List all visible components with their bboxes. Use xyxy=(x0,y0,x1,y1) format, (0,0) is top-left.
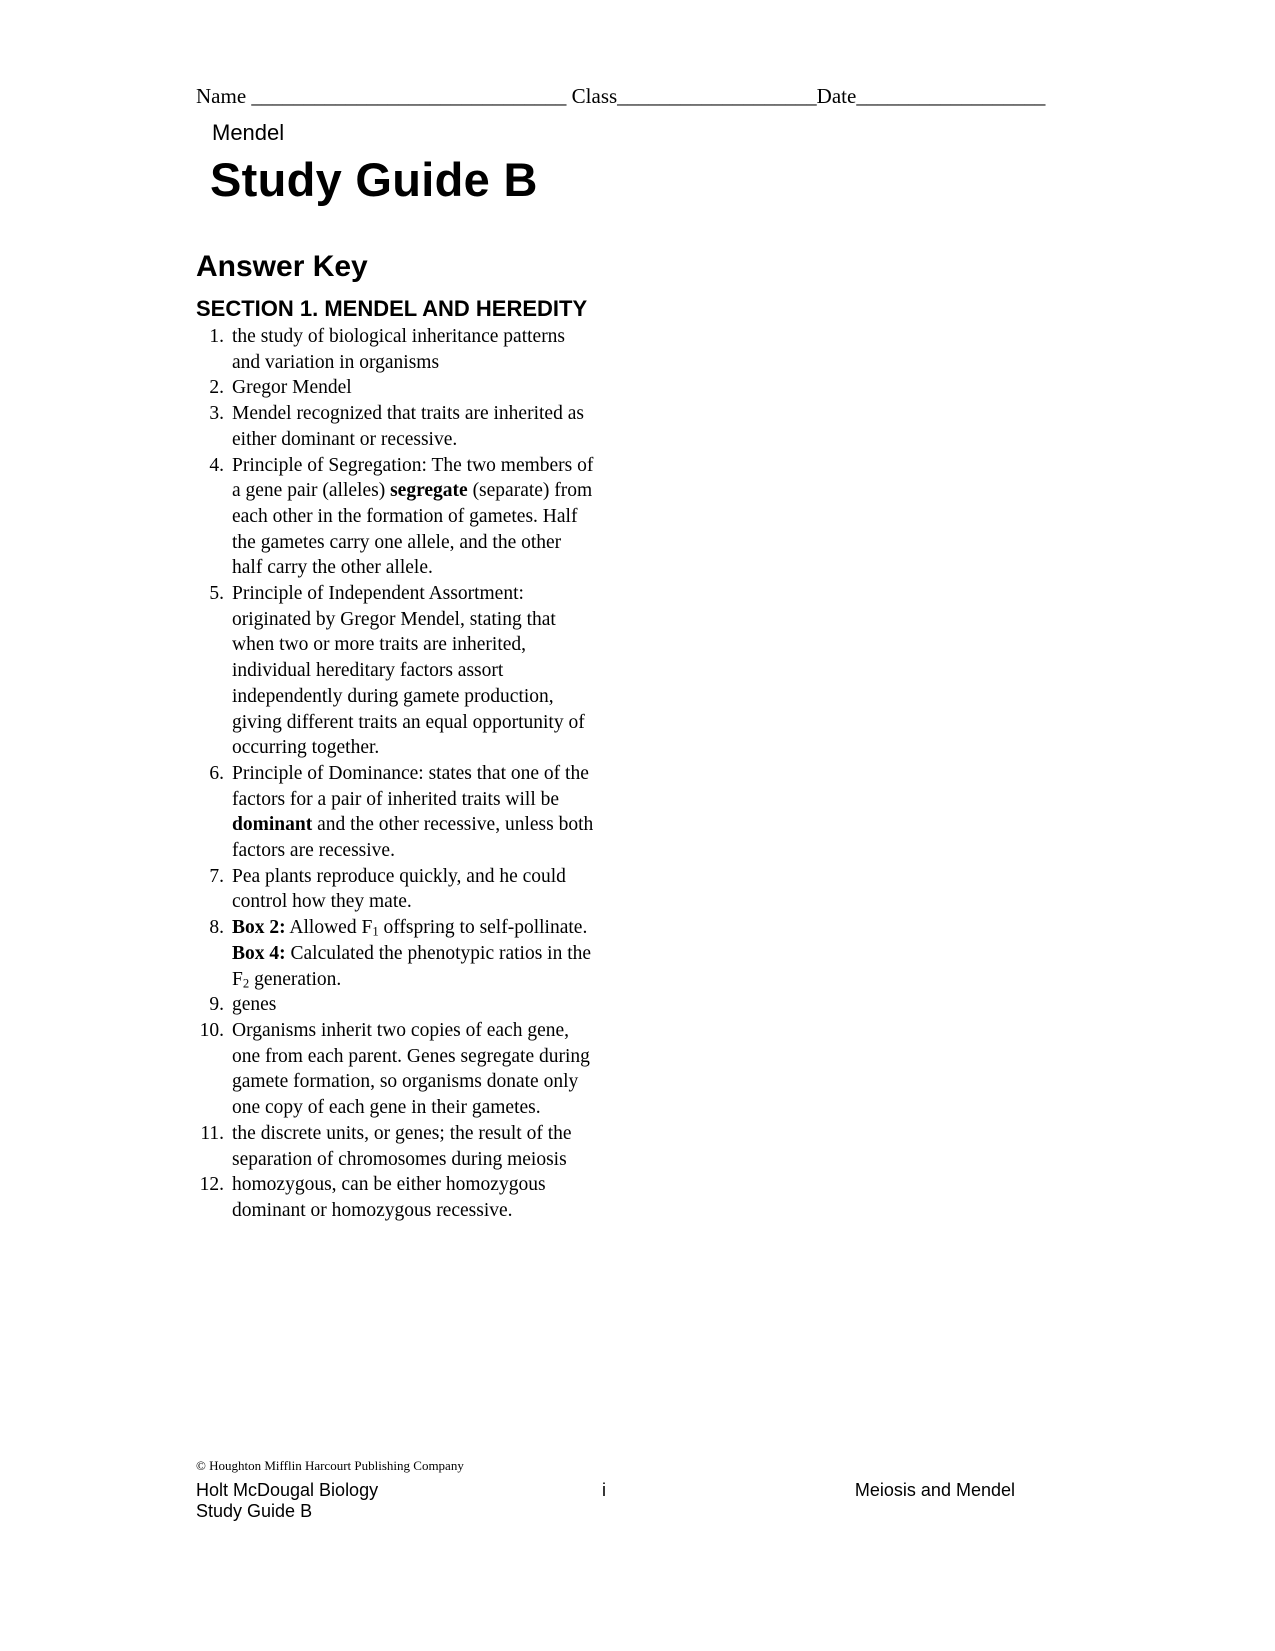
footer-book-title: Holt McDougal Biology xyxy=(196,1480,379,1500)
answer-number: 5. xyxy=(209,583,224,605)
answer-number: 6. xyxy=(209,762,224,784)
copyright-notice: © Houghton Mifflin Harcourt Publishing Company xyxy=(196,1458,464,1473)
answer-text: Calculated the phenotypic ratios in the F xyxy=(232,942,592,990)
class-blank: ___________________ xyxy=(617,84,817,108)
answer-number: 9. xyxy=(209,994,224,1016)
answer-text: Organisms inherit two copies of each gene, one from each parent. Genes segregate during gamete formation, so organisms donate only one copy of each gene in their gametes. xyxy=(232,1019,590,1119)
answer-subscript: 2 xyxy=(242,976,250,991)
answer-text: and the other recessive, unless both factors are recessive. xyxy=(232,814,594,862)
answer-key-heading: Answer Key xyxy=(196,250,368,283)
name-label: Name xyxy=(196,84,247,108)
answer-number: 1. xyxy=(209,326,224,347)
footer-chapter-title: Meiosis and Mendel xyxy=(854,1480,1015,1500)
answer-text: generation. xyxy=(249,968,342,990)
class-label: Class xyxy=(571,84,618,108)
answer-number: 11. xyxy=(200,1122,224,1144)
answer-item xyxy=(196,1172,596,1223)
answer-number: 3. xyxy=(209,403,224,425)
answer-text: offspring to self-pollinate. xyxy=(378,917,588,939)
answer-subscript: 1 xyxy=(372,924,379,939)
answer-text: genes xyxy=(232,994,277,1016)
answer-item xyxy=(196,992,596,1018)
answer-text: homozygous, can be either homozygous dominant or homozygous recessive. xyxy=(232,1174,546,1221)
answer-number: 7. xyxy=(209,865,224,887)
answer-list xyxy=(196,324,596,1224)
answer-item xyxy=(196,1121,596,1172)
answer-item xyxy=(196,864,596,915)
name-blank: ______________________________ xyxy=(251,84,567,108)
answer-number: 10. xyxy=(199,1019,224,1041)
answer-text: the discrete units, or genes; the result of the separation of chromosomes during meiosis xyxy=(232,1122,572,1170)
answer-text: Mendel recognized that traits are inherited as either dominant or recessive. xyxy=(232,403,584,450)
answer-item xyxy=(196,761,596,864)
answer-bold-text: dominant xyxy=(232,814,313,836)
answer-number: 8. xyxy=(209,917,224,939)
answer-text: Pea plants reproduce quickly, and he could control how they mate. xyxy=(232,865,566,913)
answer-number: 12. xyxy=(199,1174,224,1196)
answer-text: Principle of Independent Assortment: originated by Gregor Mendel, stating that when two or more traits are inherited, individual hereditary factors assort independently during gamete production, giving different traits an equal opportunity of occurring together. xyxy=(232,583,585,759)
date-blank: __________________ xyxy=(856,84,1046,108)
answer-text: Principle of Dominance: states that one of the factors for a pair of inherited traits will be xyxy=(232,762,589,810)
date-label: Date xyxy=(816,84,857,108)
chapter-name: Mendel xyxy=(212,120,285,145)
answer-item xyxy=(196,1018,596,1121)
answer-item xyxy=(196,401,596,452)
answer-text: Principle of Segregation: The two members of a gene pair (alleles) xyxy=(232,454,594,502)
answer-text: Allowed F xyxy=(285,917,373,939)
answer-item xyxy=(196,375,596,401)
answer-text: Gregor Mendel xyxy=(232,377,352,399)
answer-bold-text: segregate xyxy=(390,480,468,502)
footer-book-info xyxy=(196,1480,378,1522)
answer-item xyxy=(196,915,596,992)
answer-item xyxy=(196,453,596,582)
page-title: Study Guide B xyxy=(210,153,538,206)
student-info-header xyxy=(196,84,1045,109)
answer-bold-text: Box 4: xyxy=(232,942,286,964)
page-number: i xyxy=(602,1480,606,1500)
answer-text: the study of biological inheritance patterns and variation in organisms xyxy=(232,326,566,373)
answer-number: 4. xyxy=(209,454,224,476)
answer-item xyxy=(196,324,596,375)
answer-number: 2. xyxy=(209,377,224,399)
section-heading: SECTION 1. MENDEL AND HEREDITY xyxy=(196,296,588,321)
answer-text: (separate) from each other in the formation of gametes. Half the gametes carry one allele, and the other half carry the other allele. xyxy=(232,480,593,579)
answer-bold-text: Box 2: xyxy=(232,917,286,939)
footer-guide-title: Study Guide B xyxy=(196,1501,313,1521)
answer-item xyxy=(196,581,596,761)
